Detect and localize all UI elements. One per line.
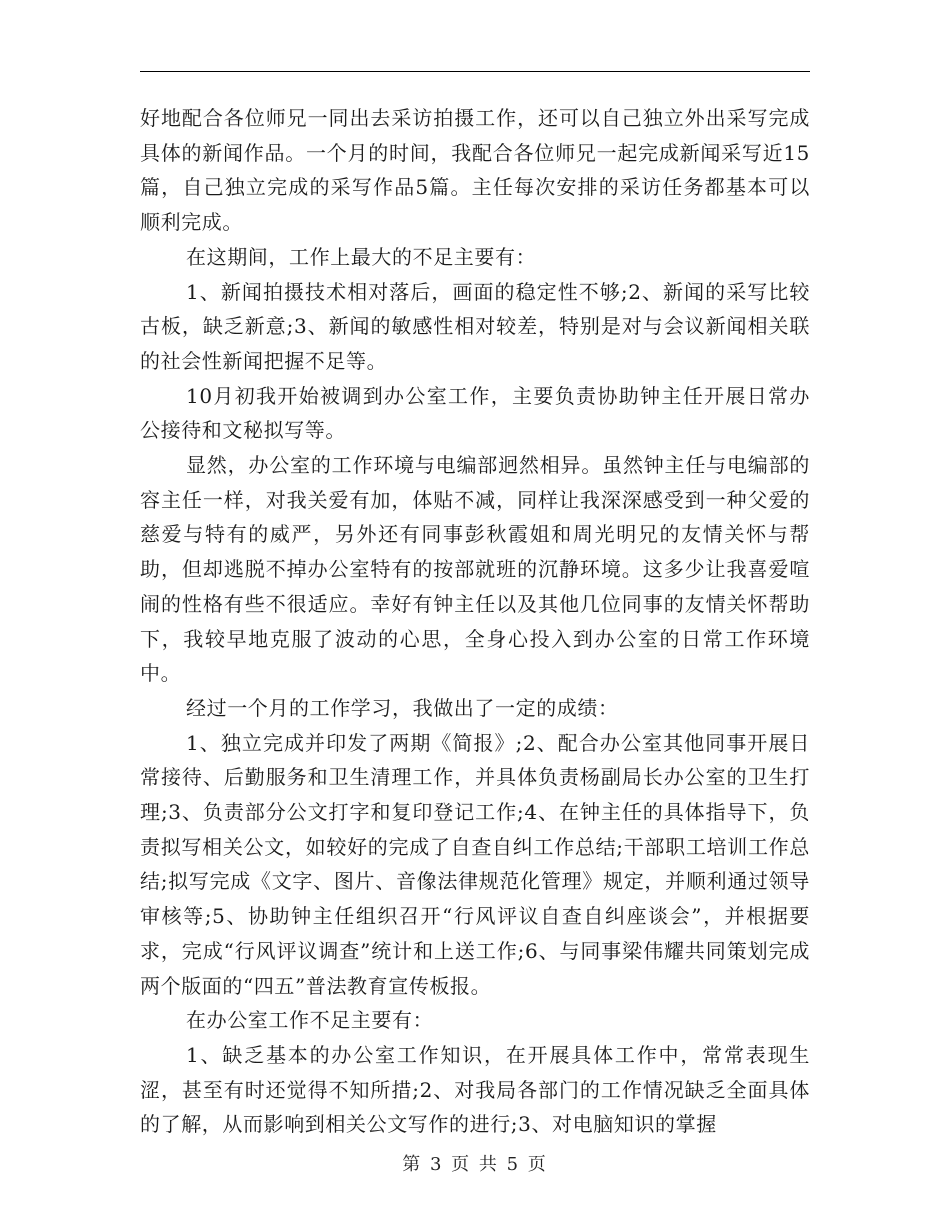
page-number-footer: 第 3 页 共 5 页 — [402, 1154, 548, 1175]
document-body — [140, 101, 810, 1142]
paragraph-3: 1、新闻拍摄技术相对落后，画面的稳定性不够;2、新闻的采写比较古板，缺乏新意;3、新闻的敏感性相对较差，特别是对与会议新闻相关联的社会性新闻把握不足等。 — [140, 279, 810, 373]
paragraph-4: 10月初我开始被调到办公室工作，主要负责协助钟主任开展日常办公接待和文秘拟写等。 — [140, 383, 810, 443]
paragraph-7: 1、独立完成并印发了两期《简报》;2、配合办公室其他同事开展日常接待、后勤服务和卫生清理工作，并具体负责杨副局长办公室的卫生打理;3、负责部分公文打字和复印登记工作;4、在钟主任的具体指导下，负责拟写相关公文，如较好的完成了自查自纠工作总结;干部职工培训工作总结;拟写完成《文字、图片、音像法律规范化管理》规定，并顺利通过领导审核等;5、协助钟主任组织召开“行风评议自查自纠座谈会”，并根据要求，完成“行风评议调查”统计和上送工作;6、与同事梁伟耀共同策划完成两个版面的“四五”普法教育宣传板报。 — [140, 730, 810, 998]
header-rule — [140, 71, 810, 72]
paragraph-8: 在办公室工作不足主要有： — [186, 1008, 434, 1033]
paragraph-9: 1、缺乏基本的办公室工作知识，在开展具体工作中，常常表现生涩，甚至有时还觉得不知所措;2、对我局各部门的工作情况缺乏全面具体的了解，从而影响到相关公文写作的进行;3、对电脑知识的掌握 — [140, 1042, 810, 1137]
paragraph-6: 经过一个月的工作学习，我做出了一定的成绩： — [186, 695, 619, 720]
paragraph-5: 显然，办公室的工作环境与电编部迥然相异。虽然钟主任与电编部的容主任一样，对我关爱有加，体贴不减，同样让我深深感受到一种父爱的慈爱与特有的威严，另外还有同事彭秋霞姐和周光明兄的友情关怀与帮助，但却逃脱不掉办公室特有的按部就班的沉静环境。这多少让我喜爱喧闹的性格有些不很适应。幸好有钟主任以及其他几位同事的友情关怀帮助下，我较早地克服了波动的心思，全身心投入到办公室的日常工作环境中。 — [140, 453, 810, 686]
paragraph-2: 在这期间，工作上最大的不足主要有： — [186, 244, 537, 269]
paragraph-1: 好地配合各位师兄一同出去采访拍摄工作，还可以自己独立外出采写完成具体的新闻作品。一个月的时间，我配合各位师兄一起完成新闻采写近15篇，自己独立完成的采写作品5篇。主任每次安排的采访任务都基本可以顺利完成。 — [140, 106, 810, 235]
